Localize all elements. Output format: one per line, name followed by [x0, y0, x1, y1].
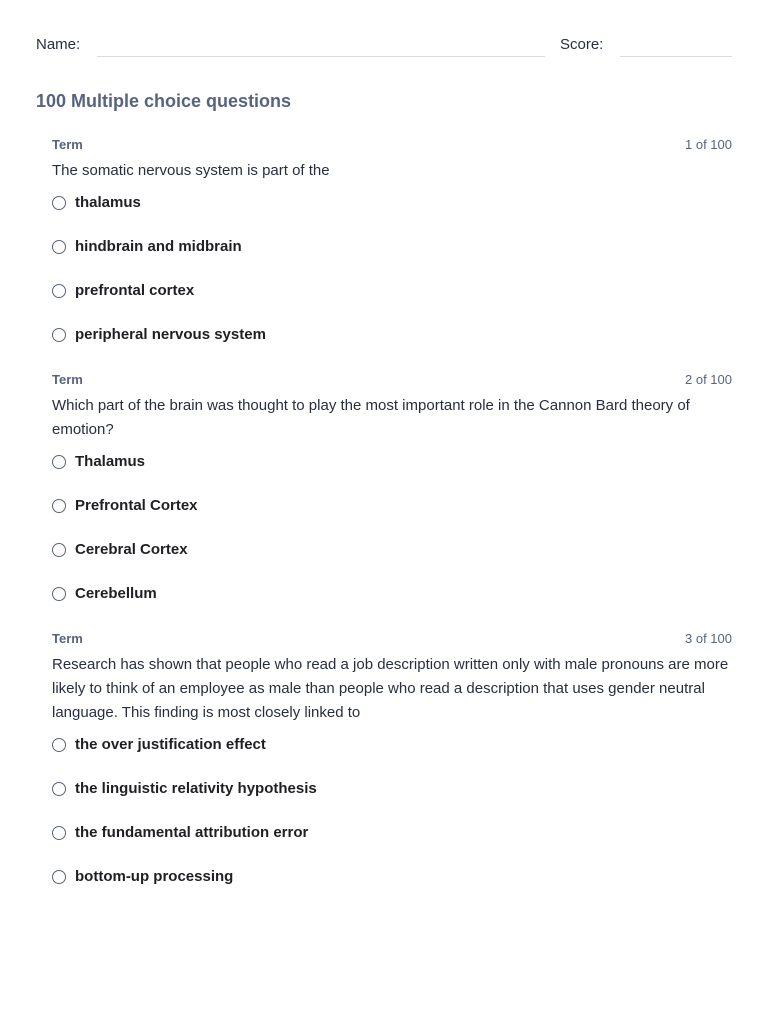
question-meta — [52, 631, 732, 647]
radio-circle-icon[interactable] — [52, 284, 66, 298]
option-label: the over justification effect — [75, 736, 266, 753]
answer-option[interactable] — [52, 451, 732, 495]
option-label: prefrontal cortex — [75, 282, 195, 299]
radio-circle-icon[interactable] — [52, 782, 66, 796]
answer-options — [52, 451, 732, 627]
radio-circle-icon[interactable] — [52, 196, 66, 210]
question-counter: 3 of 100 — [685, 631, 732, 646]
option-label: the fundamental attribution error — [75, 824, 309, 841]
answer-option[interactable] — [52, 236, 732, 280]
worksheet-header — [36, 36, 732, 58]
radio-circle-icon[interactable] — [52, 587, 66, 601]
score-field-line[interactable] — [620, 56, 732, 57]
question-prompt: The somatic nervous system is part of the — [52, 162, 330, 179]
answer-option[interactable] — [52, 734, 732, 778]
answer-option[interactable] — [52, 539, 732, 583]
option-label: hindbrain and midbrain — [75, 238, 242, 255]
question-meta — [52, 372, 732, 388]
question-card — [52, 372, 732, 627]
name-label: Name: — [36, 36, 81, 53]
option-label: thalamus — [75, 194, 141, 211]
option-label: Cerebral Cortex — [75, 541, 188, 558]
answer-option[interactable] — [52, 583, 732, 627]
question-counter: 1 of 100 — [685, 137, 732, 152]
answer-option[interactable] — [52, 324, 732, 368]
answer-option[interactable] — [52, 192, 732, 236]
radio-circle-icon[interactable] — [52, 870, 66, 884]
radio-circle-icon[interactable] — [52, 328, 66, 342]
question-meta — [52, 137, 732, 153]
option-label: bottom-up processing — [75, 868, 234, 885]
answer-option[interactable] — [52, 822, 732, 866]
question-card — [52, 631, 732, 910]
answer-options — [52, 734, 732, 910]
score-label: Score: — [560, 36, 604, 53]
term-label: Term — [52, 631, 83, 646]
question-prompt: Research has shown that people who read a job description written only with male pronouns are more likely to think of an employee as male than people who read a description that uses gender neutral language. This finding is most closely linked to — [52, 656, 729, 721]
option-label: the linguistic relativity hypothesis — [75, 780, 317, 797]
name-field-line[interactable] — [97, 56, 545, 57]
radio-circle-icon[interactable] — [52, 499, 66, 513]
answer-option[interactable] — [52, 866, 732, 910]
term-label: Term — [52, 137, 83, 152]
radio-circle-icon[interactable] — [52, 543, 66, 557]
option-label: Cerebellum — [75, 585, 157, 602]
answer-options — [52, 192, 732, 368]
option-label: Prefrontal Cortex — [75, 497, 198, 514]
question-card — [52, 137, 732, 368]
section-title: 100 Multiple choice questions — [36, 91, 292, 111]
radio-circle-icon[interactable] — [52, 240, 66, 254]
option-label: peripheral nervous system — [75, 326, 266, 343]
radio-circle-icon[interactable] — [52, 826, 66, 840]
answer-option[interactable] — [52, 280, 732, 324]
option-label: Thalamus — [75, 453, 146, 470]
question-prompt: Which part of the brain was thought to play the most important role in the Cannon Bard theory of emotion? — [52, 397, 690, 438]
answer-option[interactable] — [52, 778, 732, 822]
radio-circle-icon[interactable] — [52, 455, 66, 469]
term-label: Term — [52, 372, 83, 387]
question-counter: 2 of 100 — [685, 372, 732, 387]
radio-circle-icon[interactable] — [52, 738, 66, 752]
answer-option[interactable] — [52, 495, 732, 539]
